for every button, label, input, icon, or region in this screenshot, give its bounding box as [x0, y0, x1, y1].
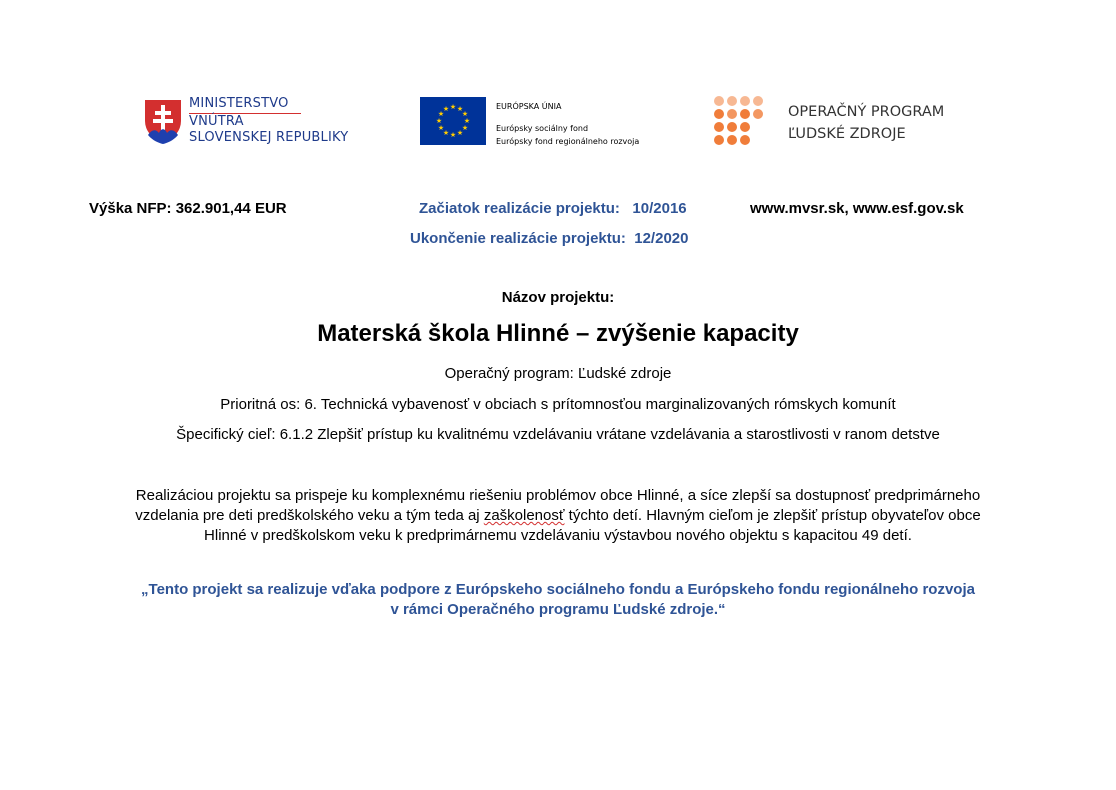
description-line1: Realizáciou projektu sa prispeje ku komplexnému riešeniu problémov obce Hlinné, a síce zlepší sa dostupnosť predprimárneho [135, 487, 981, 504]
funding-statement-line2: v rámci Operačného programu Ľudské zdroje.“ [390, 601, 726, 618]
svg-text:★: ★ [442, 129, 450, 137]
project-start: Začiatok realizácie projektu: 10/2016 [419, 200, 687, 217]
svg-text:★: ★ [437, 124, 445, 132]
eu-logo-erdf: Európsky fond regionálneho rozvoja [496, 137, 640, 146]
description-line3: Hlinné v predškolskom veku k predprimárnemu vzdelávaniu výstavbou nového objektu s kapacitou 49 detí. [204, 527, 912, 544]
ministry-logo-line3: SLOVENSKEJ REPUBLIKY [189, 130, 349, 145]
svg-text:★: ★ [449, 131, 457, 139]
project-description [0, 486, 1116, 546]
specific-goal: Špecifický cieľ: 6.1.2 Zlepšiť prístup ku kvalitnému vzdelávaniu vrátane vzdelávania a starostlivosti v ranom detstve [176, 426, 940, 443]
svg-text:★: ★ [442, 105, 450, 113]
description-line2 [0, 506, 1116, 526]
svg-text:★: ★ [456, 105, 464, 113]
op-logo-line1: OPERAČNÝ PROGRAM [788, 104, 945, 120]
eu-flag-icon [420, 97, 486, 145]
op-logo-line2: ĽUDSKÉ ZDROJE [788, 126, 906, 142]
project-name-label: Názov projektu: [501, 289, 615, 306]
description-line2-end: týchto detí. Hlavným cieľom je zlepšiť prístup obyvateľov obce [564, 507, 981, 524]
op-logo [713, 95, 973, 147]
svg-text:★: ★ [435, 117, 443, 125]
op-dots-icon [713, 95, 765, 147]
description-line2-start: vzdelania pre deti predškolského veku a tým teda aj [135, 507, 484, 524]
funding-statement [0, 580, 1116, 620]
slovak-coat-of-arms-icon [142, 97, 184, 145]
project-end: Ukončenie realizácie projektu: 12/2020 [410, 230, 689, 247]
svg-text:★: ★ [461, 110, 469, 118]
svg-text:★: ★ [456, 129, 464, 137]
eu-logo [420, 97, 680, 149]
svg-text:★: ★ [449, 103, 457, 111]
ministry-logo-line1: MINISTERSTVO [189, 96, 301, 114]
eu-logo-esf: Európsky sociálny fond [496, 124, 589, 133]
priority-axis: Prioritná os: 6. Technická vybavenosť v obciach s prítomnosťou marginalizovaných rómskych komunít [220, 396, 896, 413]
svg-text:★: ★ [463, 117, 471, 125]
svg-text:★: ★ [437, 110, 445, 118]
funding-statement-line1: „Tento projekt sa realizuje vďaka podpore z Európskeho sociálneho fondu a Európskeho fondu regionálneho rozvoja [141, 581, 975, 598]
project-title: Materská škola Hlinné – zvýšenie kapacity [317, 320, 799, 347]
svg-text:★: ★ [461, 124, 469, 132]
website-links: www.mvsr.sk, www.esf.gov.sk [750, 200, 964, 217]
ministry-logo-line2: VNÚTRA [189, 114, 244, 129]
nfp-amount: Výška NFP: 362.901,44 EUR [89, 200, 287, 217]
eu-logo-title: EURÓPSKA ÚNIA [496, 102, 562, 111]
ministry-logo [142, 95, 372, 155]
operational-program: Operačný program: Ľudské zdroje [444, 365, 672, 382]
spellcheck-word: zaškolenosť [483, 507, 565, 524]
